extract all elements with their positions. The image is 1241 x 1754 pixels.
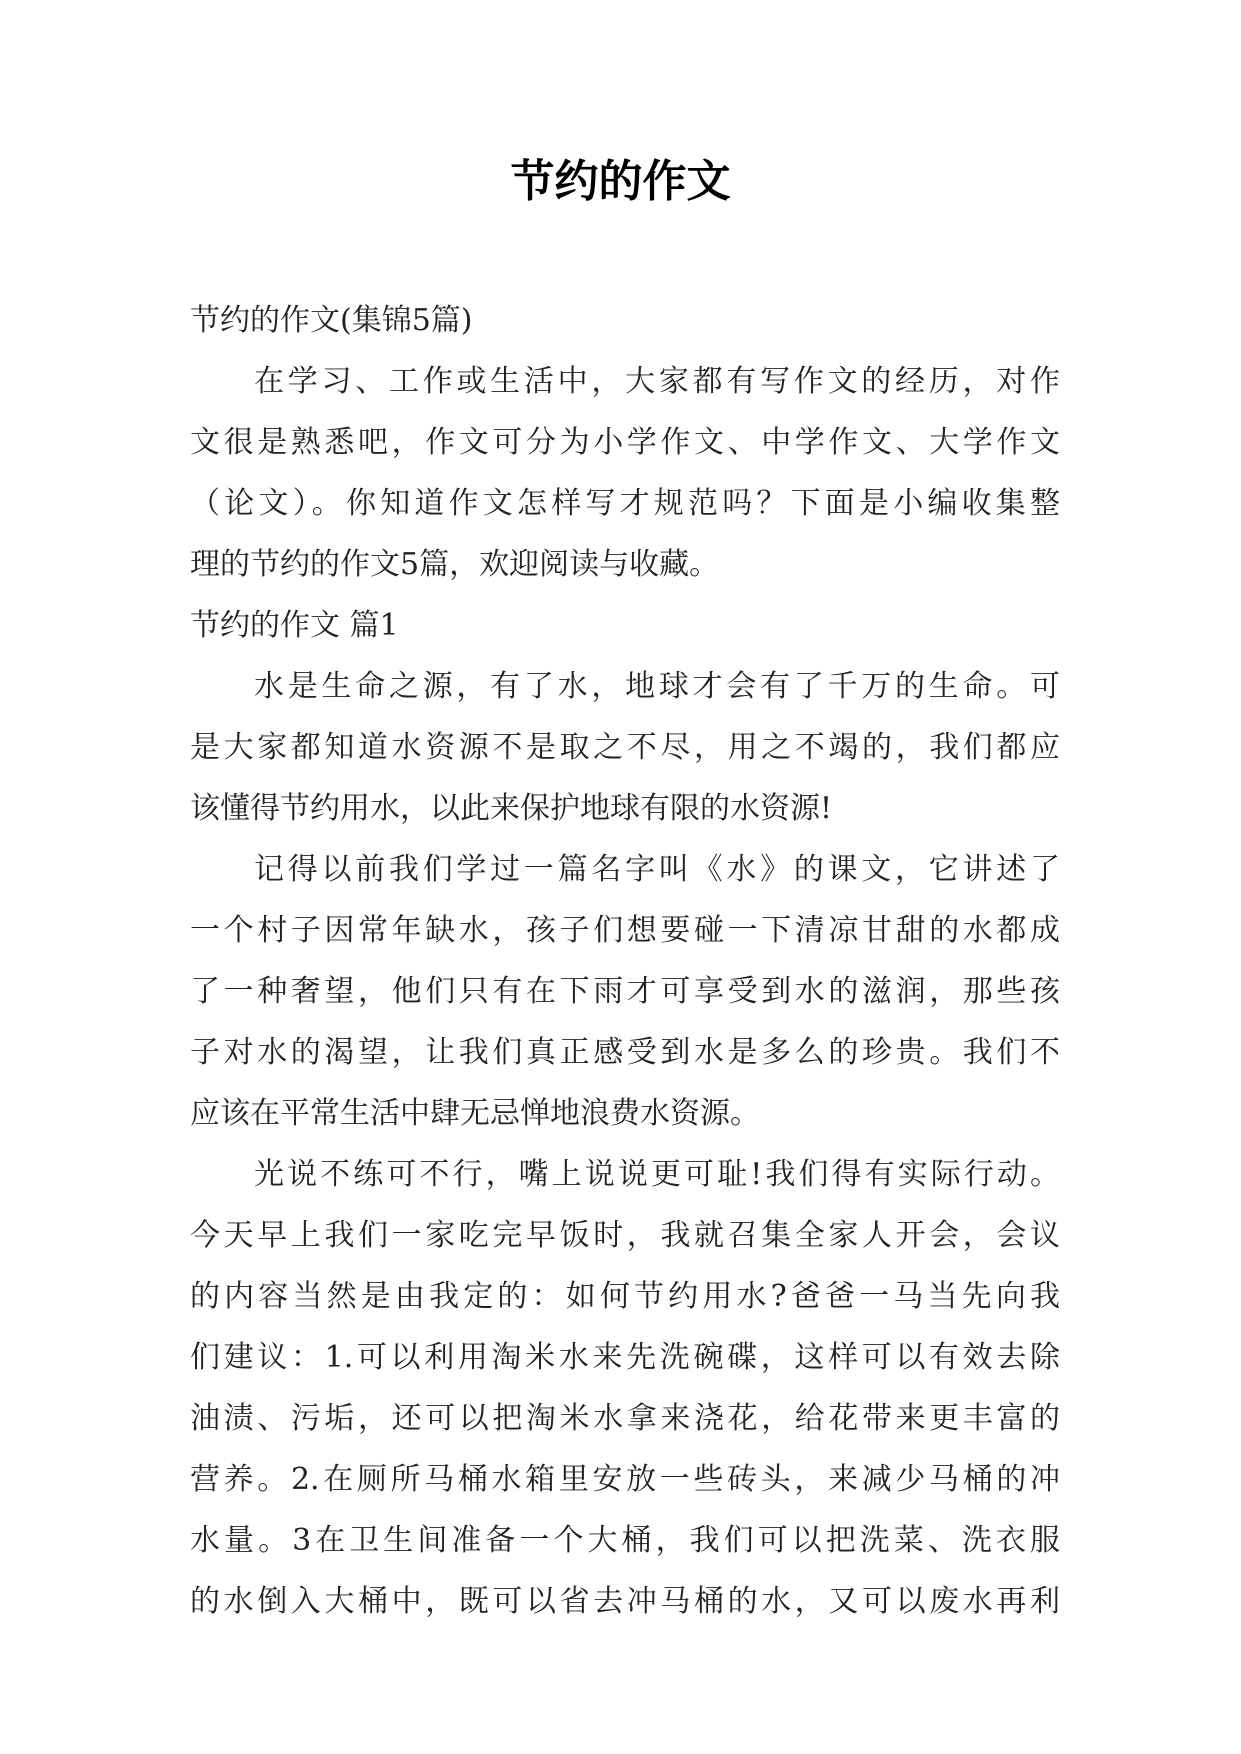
text-line: 子对水的渴望，让我们真正感受到水是多么的珍贵。我们不 xyxy=(190,1035,1060,1070)
text-line: 理的节约的作文5篇，欢迎阅读与收藏。 xyxy=(190,547,720,582)
text-line: 们建议：1.可以利用淘米水来先洗碗碟，这样可以有效去除 xyxy=(190,1340,1060,1375)
text-line: 水量。3在卫生间准备一个大桶，我们可以把洗菜、洗衣服 xyxy=(190,1523,1060,1558)
document-body xyxy=(190,290,1060,1632)
text-line: 在学习、工作或生活中，大家都有写作文的经历，对作 xyxy=(254,364,1060,399)
text-line: 营养。2.在厕所马桶水箱里安放一些砖头，来减少马桶的冲 xyxy=(190,1462,1060,1497)
text-line: 应该在平常生活中肆无忌惮地浪费水资源。 xyxy=(190,1096,760,1131)
text-line: 文很是熟悉吧，作文可分为小学作文、中学作文、大学作文 xyxy=(190,425,1060,460)
text-line: 节约的作文(集锦5篇) xyxy=(190,303,473,338)
text-line: 的内容当然是由我定的：如何节约用水?爸爸一马当先向我 xyxy=(190,1279,1060,1314)
text-line: 一个村子因常年缺水，孩子们想要碰一下清凉甘甜的水都成 xyxy=(190,913,1060,948)
text-line: 记得以前我们学过一篇名字叫《水》的课文，它讲述了 xyxy=(254,852,1060,887)
text-line: 的水倒入大桶中，既可以省去冲马桶的水，又可以废水再利 xyxy=(190,1584,1060,1619)
document-title: 节约的作文 xyxy=(510,156,731,207)
text-line: 是大家都知道水资源不是取之不尽，用之不竭的，我们都应 xyxy=(190,730,1060,765)
text-line: 该懂得节约用水，以此来保护地球有限的水资源! xyxy=(190,791,833,826)
text-line: （论文）。你知道作文怎样写才规范吗？下面是小编收集整 xyxy=(190,486,1060,521)
text-line: 今天早上我们一家吃完早饭时，我就召集全家人开会，会议 xyxy=(190,1218,1060,1253)
text-line: 了一种奢望，他们只有在下雨才可享受到水的滋润，那些孩 xyxy=(190,974,1060,1009)
text-line: 光说不练可不行，嘴上说说更可耻!我们得有实际行动。 xyxy=(254,1157,1060,1192)
text-line: 节约的作文 篇1 xyxy=(190,608,399,643)
text-line: 水是生命之源，有了水，地球才会有了千万的生命。可 xyxy=(254,669,1060,704)
text-line: 油渍、污垢，还可以把淘米水拿来浇花，给花带来更丰富的 xyxy=(190,1401,1060,1436)
